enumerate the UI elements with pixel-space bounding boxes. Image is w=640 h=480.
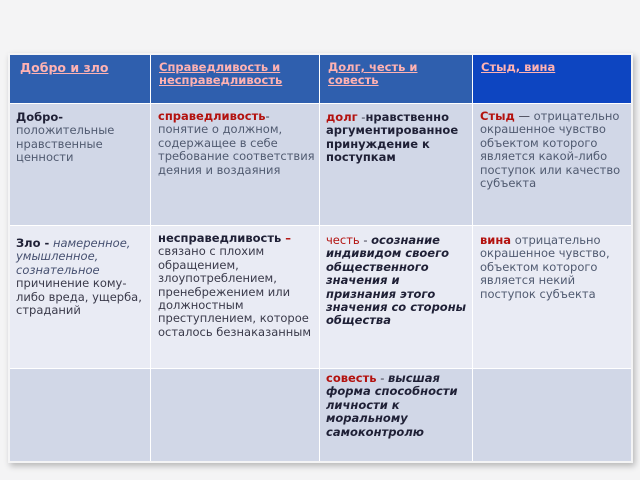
def-dolg: нравственно аргументированное принуждение к поступкам: [326, 110, 459, 165]
header-col2: [151, 55, 319, 103]
grid-line: [10, 368, 631, 369]
sep-styd: —: [514, 109, 530, 123]
cell-r3-c1: [10, 368, 150, 461]
def-nespravedlivost: связано с плохим обращением, злоупотреблением, пренебрежением или должностным преступлением, которое осталось безнаказанным: [158, 244, 312, 339]
sep-chest: -: [359, 233, 368, 247]
term-styd: Стыд: [480, 109, 515, 123]
cell-r1-c3: [320, 103, 472, 225]
header-col2-label: Справедливость и несправедливость: [159, 60, 283, 87]
header-col1-label: Добро и зло: [20, 60, 109, 75]
def-chest: осознание индивидом своего общественного значения и признания этого значения со стороны общества: [326, 233, 467, 328]
term-dolg: долг: [326, 110, 358, 124]
term-sovest: совесть: [326, 371, 377, 385]
cell-r3-c3: [320, 368, 472, 461]
def-vina: отрицательно окрашенное чувство, объектом которого является некий поступок субъекта: [480, 233, 610, 301]
sep-dolg: -: [357, 110, 366, 124]
def-spravedlivost: понятие о должном, содержащее в себе требование соответствия деяния и воздаяния: [158, 122, 315, 177]
grid-line: [319, 55, 320, 461]
def-styd: отрицательно окрашенное чувство объектом которого является какой-либо поступок или качество субъекта: [480, 109, 621, 191]
sep-spravedlivost: -: [265, 109, 270, 123]
sep-nespravedlivost: –: [281, 231, 292, 245]
grid-line: [150, 55, 151, 461]
cell-r1-c1: [10, 103, 150, 225]
ital-zlo: намеренное, умышленное, сознательное: [16, 236, 131, 277]
term-chest: честь: [326, 233, 360, 247]
cell-r1-c4: [473, 103, 631, 225]
header-col1: [10, 55, 150, 103]
term-spravedlivost: справедливость: [158, 109, 266, 123]
def-sovest: высшая форма способности личности к моральному самоконтролю: [326, 371, 458, 439]
header-col4: [473, 55, 631, 103]
term-vina: вина: [480, 233, 512, 247]
cell-r2-c2: [151, 225, 319, 368]
term-zlo: Зло -: [16, 236, 50, 250]
sep-sovest: -: [376, 371, 385, 385]
cell-r2-c3: [320, 225, 472, 368]
header-col3-label: Долг, честь и совесть: [328, 60, 418, 87]
cell-r3-c4: [473, 368, 631, 461]
def-dobro: положительные нравственные ценности: [16, 123, 115, 165]
grid-line: [472, 55, 473, 461]
grid-line: [10, 225, 631, 226]
term-dobro: Добро-: [16, 110, 64, 124]
cell-r2-c1: [10, 225, 150, 368]
cell-r3-c2: [151, 368, 319, 461]
cell-r1-c2: [151, 103, 319, 225]
term-nespravedlivost: несправедливость: [158, 231, 282, 245]
header-col3: [320, 55, 472, 103]
header-col4-label: Стыд, вина: [481, 60, 556, 74]
cell-r2-c4: [473, 225, 631, 368]
grid-line: [10, 103, 631, 104]
def-zlo: причинение кому-либо вреда, ущерба, страданий: [16, 276, 142, 318]
